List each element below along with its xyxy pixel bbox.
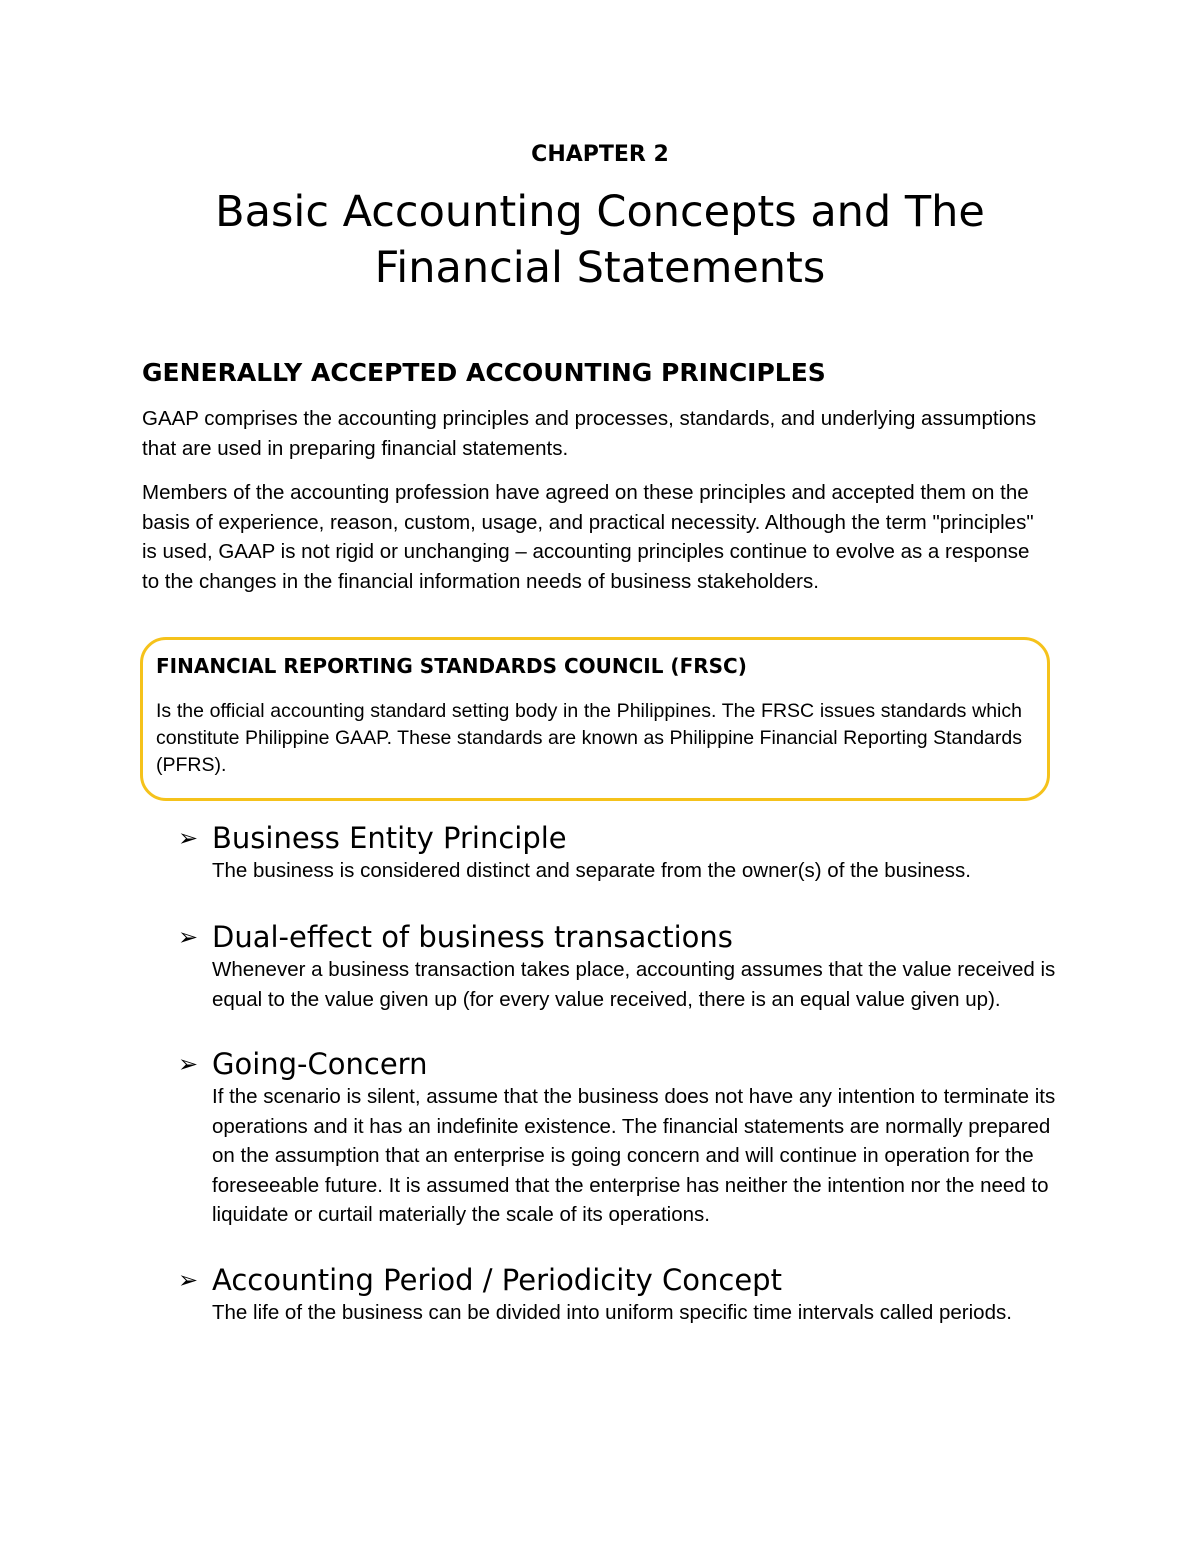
principle-title: Business Entity Principle (212, 821, 567, 855)
title-line-1: Basic Accounting Concepts and The (215, 187, 985, 237)
chapter-label: CHAPTER 2 (531, 142, 669, 167)
gaap-paragraph-2: Members of the accounting profession have agreed on these principles and accepted them on the basis of experience, reason, custom, usage, and practical necessity. Although the term "principles" is used, GAAP is not rigid or unchanging – accounting principles continue to evolve as a response to the changes in the financial information needs of business stakeholders. (142, 481, 1034, 593)
principle-accounting-period (178, 1262, 1058, 1328)
principle-description: The life of the business can be divided into uniform specific time intervals called periods. (212, 1301, 1012, 1324)
principle-title: Accounting Period / Periodicity Concept (212, 1263, 782, 1297)
arrow-bullet-icon: ➢ (178, 1050, 199, 1078)
principle-description: Whenever a business transaction takes place, accounting assumes that the value received is equal to the value given up (for every value received, there is an equal value given up). (212, 958, 1056, 1011)
frsc-text: Is the official accounting standard setting body in the Philippines. The FRSC issues standards which constitute Philippine GAAP. These standards are known as Philippine Financial Reporting Standards (PFRS). (156, 700, 1022, 776)
principle-going-concern (178, 1046, 1058, 1230)
principle-dual-effect (178, 919, 1058, 1014)
principle-description: If the scenario is silent, assume that the business does not have any intention to terminate its operations and it has an indefinite existence. The financial statements are normally prepared on the assumption that an enterprise is going concern and will continue in operation for the foreseeable future. It is assumed that the enterprise has neither the intention nor the need to liquidate or curtail materially the scale of its operations. (212, 1085, 1056, 1226)
title-line-2: Financial Statements (374, 243, 826, 293)
page-title (100, 184, 1100, 296)
arrow-bullet-icon: ➢ (178, 824, 199, 852)
principle-title: Going-Concern (212, 1047, 428, 1081)
principle-title: Dual-effect of business transactions (212, 920, 733, 954)
principle-description: The business is considered distinct and separate from the owner(s) of the business. (212, 859, 971, 882)
frsc-heading: FINANCIAL REPORTING STANDARDS COUNCIL (FRSC) (156, 654, 747, 678)
gaap-paragraph-1: GAAP comprises the accounting principles and processes, standards, and underlying assumptions that are used in preparing financial statements. (142, 407, 1037, 460)
section-heading: GENERALLY ACCEPTED ACCOUNTING PRINCIPLES (142, 358, 826, 387)
principle-business-entity (178, 820, 1058, 886)
arrow-bullet-icon: ➢ (178, 1266, 199, 1294)
arrow-bullet-icon: ➢ (178, 923, 199, 951)
